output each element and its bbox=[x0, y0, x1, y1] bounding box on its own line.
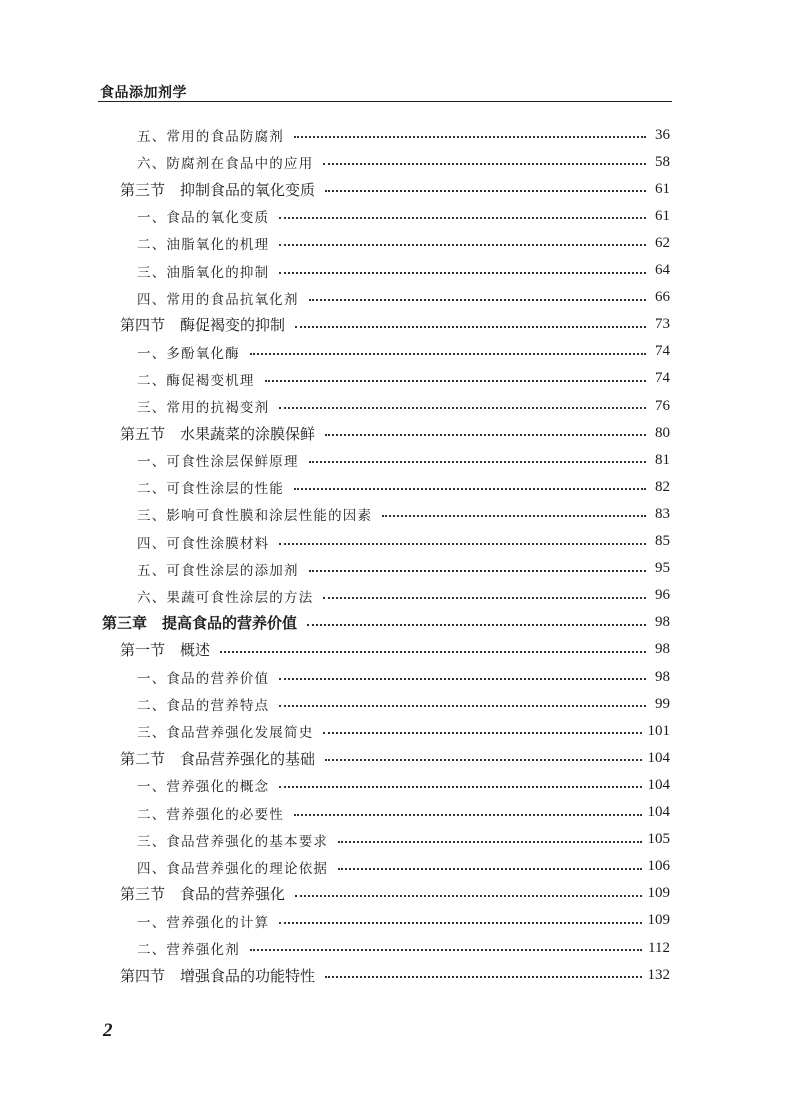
dot-leader bbox=[279, 922, 641, 924]
toc-entry-item bbox=[137, 530, 670, 554]
dot-leader bbox=[294, 488, 646, 490]
toc-entry-item bbox=[137, 259, 670, 283]
dot-leader bbox=[325, 976, 641, 978]
toc-entry-page: 98 bbox=[655, 614, 670, 631]
toc-entry-page: 66 bbox=[655, 289, 670, 306]
dot-leader bbox=[279, 705, 646, 707]
toc-entry-label: 一、多酚氧化酶 bbox=[137, 345, 240, 362]
toc-entry-item bbox=[137, 855, 670, 879]
toc-entry-page: 74 bbox=[655, 370, 670, 387]
toc-entry-page: 73 bbox=[655, 316, 670, 333]
toc-entry-item bbox=[137, 828, 670, 852]
toc-entry-label: 第四节 酶促褐变的抑制 bbox=[120, 316, 286, 335]
toc-entry-page: 62 bbox=[655, 234, 670, 251]
toc-entry-page: 105 bbox=[647, 831, 670, 848]
toc-entry-page: 80 bbox=[655, 424, 670, 441]
toc-entry-page: 76 bbox=[655, 397, 670, 414]
toc-entry-label: 第二节 食品营养强化的基础 bbox=[120, 749, 316, 768]
toc-entry-item bbox=[137, 231, 670, 255]
book-title: 食品添加剂学 bbox=[100, 85, 187, 101]
dot-leader bbox=[338, 868, 641, 870]
toc-entry-page: 61 bbox=[655, 180, 670, 197]
toc-entry-item bbox=[137, 204, 670, 228]
toc-entry-item bbox=[137, 665, 670, 689]
toc-entry-item bbox=[137, 123, 670, 147]
toc-entry-page: 96 bbox=[655, 587, 670, 604]
toc-entry-label: 第五节 水果蔬菜的涂膜保鲜 bbox=[120, 424, 316, 443]
toc-entry-page: 98 bbox=[655, 668, 670, 685]
dot-leader bbox=[307, 624, 646, 626]
toc-entry-label: 第四节 增强食品的功能特性 bbox=[120, 966, 316, 985]
toc-entry-label: 二、酶促褐变机理 bbox=[137, 372, 255, 389]
toc-entry-page: 106 bbox=[647, 858, 670, 875]
toc-entry-item bbox=[137, 557, 670, 581]
dot-leader bbox=[279, 786, 641, 788]
dot-leader bbox=[382, 515, 646, 517]
toc-entry-item bbox=[137, 719, 670, 743]
toc-entry-item bbox=[137, 367, 670, 391]
toc-entry-label: 四、常用的食品抗氧化剂 bbox=[137, 291, 299, 308]
dot-leader bbox=[323, 732, 641, 734]
toc-entry-label: 一、食品的营养价值 bbox=[137, 671, 270, 687]
toc-entry-page: 58 bbox=[655, 153, 670, 170]
dot-leader bbox=[294, 136, 646, 138]
toc-entry-label: 二、营养强化剂 bbox=[137, 942, 240, 958]
toc-entry-page: 36 bbox=[655, 126, 670, 143]
toc-entry-label: 第三章 提高食品的营养价值 bbox=[102, 614, 298, 633]
toc-entry-label: 二、可食性涂层的性能 bbox=[137, 481, 284, 498]
toc-entry-chapter bbox=[102, 611, 670, 635]
toc-entry-page: 104 bbox=[647, 776, 670, 793]
dot-leader bbox=[250, 353, 646, 355]
toc-entry-item bbox=[137, 286, 670, 310]
dot-leader bbox=[279, 217, 646, 219]
toc-entry-label: 四、食品营养强化的理论依据 bbox=[137, 860, 329, 877]
toc-entry-section bbox=[120, 177, 670, 201]
toc-entry-label: 三、影响可食性膜和涂层性能的因素 bbox=[137, 508, 373, 525]
toc-entry-item bbox=[137, 801, 670, 825]
toc-entry-section bbox=[120, 963, 670, 987]
toc-entry-label: 五、常用的食品防腐剂 bbox=[137, 129, 284, 145]
toc-entry-page: 83 bbox=[655, 505, 670, 522]
dot-leader bbox=[338, 841, 641, 843]
toc-entry-label: 三、油脂氧化的抑制 bbox=[137, 264, 270, 281]
toc-entry-page: 99 bbox=[655, 695, 670, 712]
toc-entry-section bbox=[120, 638, 670, 662]
toc-entry-page: 98 bbox=[655, 641, 670, 658]
toc-entry-page: 112 bbox=[648, 939, 670, 956]
toc-entry-page: 104 bbox=[647, 804, 670, 820]
dot-leader bbox=[295, 326, 646, 328]
dot-leader bbox=[295, 895, 641, 897]
toc-entry-label: 一、可食性涂层保鲜原理 bbox=[137, 454, 299, 471]
toc-entry-item bbox=[137, 150, 670, 174]
toc-entry-label: 第三节 食品的营养强化 bbox=[120, 885, 286, 904]
dot-leader bbox=[250, 949, 642, 951]
dot-leader bbox=[323, 163, 646, 165]
toc-entry-section bbox=[120, 313, 670, 337]
toc-entry-page: 101 bbox=[647, 722, 670, 739]
toc-entry-item bbox=[137, 502, 670, 526]
toc-entry-item bbox=[137, 936, 670, 960]
dot-leader bbox=[279, 407, 646, 409]
dot-leader bbox=[323, 597, 646, 599]
toc-entry-item bbox=[137, 692, 670, 716]
dot-leader bbox=[309, 570, 646, 572]
dot-leader bbox=[309, 461, 646, 463]
dot-leader bbox=[309, 299, 646, 301]
toc-entry-item bbox=[137, 340, 670, 364]
toc-entry-item bbox=[137, 773, 670, 797]
dot-leader bbox=[279, 244, 646, 246]
toc-entry-page: 109 bbox=[647, 885, 670, 902]
toc-entry-label: 第一节 概述 bbox=[120, 641, 211, 660]
dot-leader bbox=[325, 434, 646, 436]
toc-entry-page: 64 bbox=[655, 262, 670, 278]
toc-entry-label: 四、可食性涂膜材料 bbox=[137, 535, 270, 552]
toc-entry-item bbox=[137, 584, 670, 608]
toc-entry-page: 82 bbox=[655, 478, 670, 495]
toc-entry-label: 六、果蔬可食性涂层的方法 bbox=[137, 589, 314, 606]
toc-entry-label: 二、营养强化的必要性 bbox=[137, 806, 284, 823]
toc-entry-label: 三、常用的抗褐变剂 bbox=[137, 400, 270, 416]
dot-leader bbox=[279, 678, 646, 680]
toc-entry-page: 109 bbox=[647, 912, 670, 929]
toc-entry-page: 61 bbox=[655, 207, 670, 224]
dot-leader bbox=[325, 190, 646, 192]
toc-entry-label: 二、食品的营养特点 bbox=[137, 698, 270, 715]
toc-entry-label: 一、食品的氧化变质 bbox=[137, 210, 270, 227]
toc-entry-section bbox=[120, 421, 670, 445]
dot-leader bbox=[220, 651, 646, 653]
page-number: 2 bbox=[103, 1020, 113, 1041]
toc-entry-page: 95 bbox=[655, 560, 670, 577]
dot-leader bbox=[325, 759, 641, 761]
toc-entry-page: 132 bbox=[647, 966, 670, 983]
toc-entry-label: 第三节 抑制食品的氧化变质 bbox=[120, 180, 316, 199]
running-header bbox=[98, 82, 672, 102]
toc-entry-page: 85 bbox=[655, 533, 670, 549]
dot-leader bbox=[279, 272, 646, 274]
toc-entry-page: 74 bbox=[655, 343, 670, 360]
toc-entry-item bbox=[137, 394, 670, 418]
toc-entry-label: 三、食品营养强化的基本要求 bbox=[137, 833, 329, 850]
toc-entry-page: 81 bbox=[655, 451, 670, 468]
toc-entry-label: 六、防腐剂在食品中的应用 bbox=[137, 156, 314, 173]
toc-entry-section bbox=[120, 882, 670, 906]
toc-entry-label: 五、可食性涂层的添加剂 bbox=[137, 562, 299, 579]
toc-entry-section bbox=[120, 746, 670, 770]
toc-entry-item bbox=[137, 475, 670, 499]
toc-entry-label: 一、营养强化的概念 bbox=[137, 779, 270, 796]
toc-entry-label: 三、食品营养强化发展简史 bbox=[137, 725, 314, 742]
dot-leader bbox=[294, 814, 642, 816]
dot-leader bbox=[265, 380, 646, 382]
toc-entry-item bbox=[137, 448, 670, 472]
toc-entry-label: 一、营养强化的计算 bbox=[137, 914, 270, 931]
toc-entry-item bbox=[137, 909, 670, 933]
toc-entry-label: 二、油脂氧化的机理 bbox=[137, 237, 270, 254]
dot-leader bbox=[279, 543, 646, 545]
toc-entry-page: 104 bbox=[647, 749, 670, 766]
